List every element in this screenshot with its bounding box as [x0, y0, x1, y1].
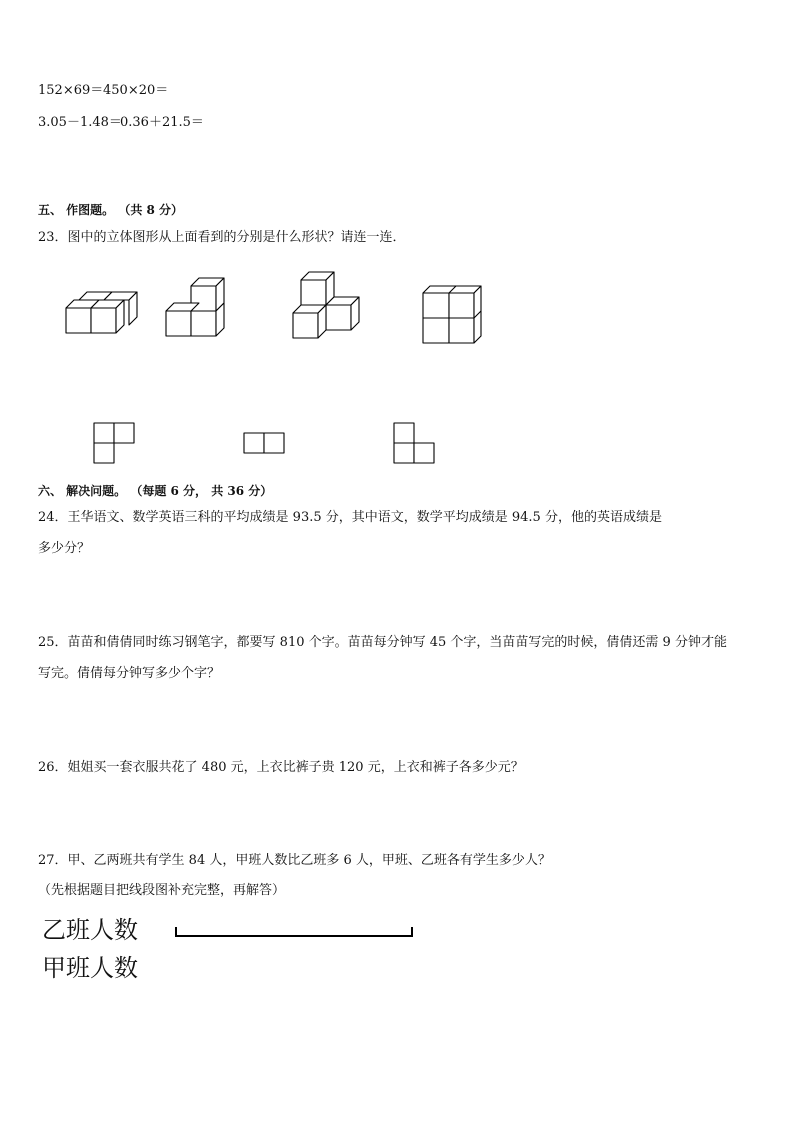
top-view-2 — [244, 433, 284, 453]
label-yi-class: 乙班人数 — [42, 916, 138, 944]
section5-heading: 五、 作图题。 （共 8 分） — [38, 203, 184, 217]
question-24-line1: 24．王华语文、数学英语三科的平均成绩是 93.5 分，其中语文，数学平均成绩是 94.5 分，他的英语成绩是 — [38, 510, 662, 525]
section6-heading: 六、 解决问题。 （每题 6 分， 共 36 分） — [38, 484, 273, 498]
solid-figure-3 — [293, 272, 359, 338]
solid-figure-1 — [66, 292, 137, 333]
question-25-line2: 写完。倩倩每分钟写多少个字？ — [38, 666, 221, 681]
question-24-line2: 多少分？ — [38, 541, 91, 556]
calc-line1-right: 450×20＝ — [103, 83, 169, 98]
top-view-1 — [94, 423, 134, 463]
top-view-3 — [394, 423, 434, 463]
calc-line2-left: 3.05－1.48＝ — [38, 115, 122, 130]
segment-yi — [176, 927, 412, 937]
question-27-line2: （先根据题目把线段图补充完整，再解答） — [38, 883, 286, 898]
label-jia-class: 甲班人数 — [42, 954, 138, 982]
solid-figure-2 — [166, 278, 224, 336]
question-27-line1: 27．甲、乙两班共有学生 84 人，甲班人数比乙班多 6 人，甲班、乙班各有学生多少人？ — [38, 853, 551, 868]
solid-figure-4 — [423, 286, 481, 343]
question-26: 26．姐姐买一套衣服共花了 480 元，上衣比裤子贵 120 元，上衣和裤子各多少元？ — [38, 760, 524, 775]
question-25-line1: 25．苗苗和倩倩同时练习钢笔字，都要写 810 个字。苗苗每分钟写 45 个字，当苗苗写完的时候，倩倩还需 9 分钟才能 — [38, 635, 727, 650]
calc-line1-left: 152×69＝ — [38, 83, 104, 98]
question-23: 23．图中的立体图形从上面看到的分别是什么形状？请连一连． — [38, 230, 406, 245]
calc-line2-right: 0.36＋21.5＝ — [120, 115, 204, 130]
